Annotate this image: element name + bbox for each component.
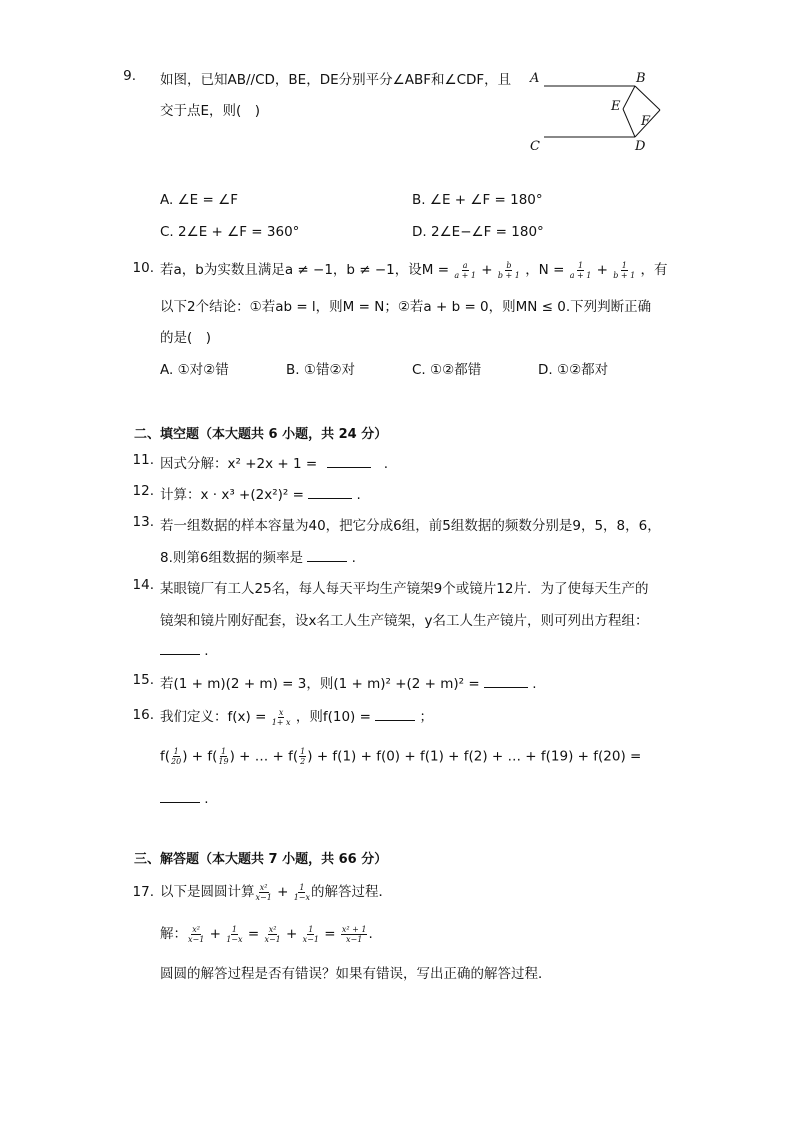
figure-label-D: D [635, 139, 646, 154]
question-text-part: 我们定义：f(x) = [160, 709, 267, 725]
question-number: 9. [123, 68, 136, 84]
option-a: A. ①对②错 [160, 362, 229, 378]
equals-sign: = [324, 926, 336, 942]
fraction [188, 925, 204, 944]
fraction-numerator: a [462, 260, 468, 270]
figure-label-A: A [530, 71, 540, 86]
plus-sign: + [277, 884, 289, 900]
plus-sign: + [286, 926, 298, 942]
period: . [351, 550, 356, 566]
plus-sign: + [209, 926, 221, 942]
fraction-numerator: x² + 1 [341, 924, 367, 934]
fraction-numerator: 1 [577, 260, 584, 270]
period: . [204, 791, 209, 807]
expression-part: f( [160, 748, 171, 765]
option-b: B. ①错②对 [286, 362, 356, 378]
answer-blank[interactable] [160, 788, 200, 803]
fraction [272, 708, 291, 727]
question-text [160, 452, 388, 472]
answer-line [160, 640, 209, 659]
option-a: A. ∠E = ∠F [160, 192, 238, 208]
answer-line [160, 788, 209, 807]
figure-label-B: B [636, 71, 646, 86]
question-text-part: ，N = [525, 262, 565, 278]
section-heading: 三、解答题（本大题共 7 小题，共 66 分） [134, 852, 388, 867]
fraction [256, 883, 272, 902]
question-number: 14. [132, 577, 154, 593]
expression-part: ) + f(1) + f(0) + f(1) + f(2) + … + f(19) + f(20) = [307, 748, 642, 765]
answer-blank[interactable] [307, 547, 347, 562]
period: . [356, 487, 361, 503]
question-number: 11. [132, 452, 154, 468]
fraction [226, 925, 242, 944]
question-text-part: 8.则第6组数据的频率是 [160, 550, 303, 566]
fraction-numerator: x² [259, 882, 268, 892]
period: . [368, 926, 373, 942]
period: . [532, 676, 537, 692]
fraction [498, 261, 520, 280]
figure-label-F: F [641, 114, 651, 129]
question-text-part: 若a，b为实数且满足a ≠ −1，b ≠ −1，设M = [160, 262, 450, 278]
question-text: 的是( ) [160, 330, 212, 346]
question-text-part: 的解答过程． [311, 884, 393, 900]
question-text [160, 483, 361, 503]
fraction-numerator: 1 [308, 924, 314, 934]
solution-label: 解： [160, 926, 187, 942]
question-number: 16. [132, 707, 154, 723]
fraction-denominator: x−1 [188, 934, 205, 944]
fraction-denominator: 2 [300, 757, 306, 766]
question-text: 若一组数据的样本容量为40，把它分成6组，前5组数据的频数分别是9，5，8，6， [160, 518, 661, 534]
question-text [160, 880, 392, 902]
fraction-numerator: b [506, 260, 512, 270]
fraction-numerator: 1 [173, 747, 179, 756]
fraction-denominator: 1+ x [271, 717, 291, 727]
expression-part: ) + f( [182, 748, 218, 765]
fraction-denominator: 20 [171, 757, 182, 766]
question-text [160, 258, 668, 280]
fraction-denominator: x−1 [255, 892, 272, 902]
question-text-part: 计算：x · x³ +(2x²)² = [160, 487, 304, 503]
question-number: 10. [132, 260, 154, 276]
question-text-part: 以下是圆圆计算 [160, 884, 255, 900]
period: . [204, 643, 209, 659]
fraction-numerator: 1 [220, 747, 227, 756]
question-number: 13. [132, 514, 154, 530]
fraction-numerator: 1 [231, 924, 237, 934]
question-number: 17. [132, 884, 154, 900]
fraction-numerator: x [278, 707, 284, 717]
plus-sign: + [481, 262, 493, 278]
section-heading: 二、填空题（本大题共 6 小题，共 24 分） [134, 427, 388, 442]
question-text: 交于点E，则( ) [160, 103, 261, 119]
question-text-part: ，有 [640, 262, 668, 278]
fraction-denominator: x−1 [264, 934, 281, 944]
fraction [171, 747, 181, 766]
answer-blank[interactable] [308, 484, 352, 499]
question-text-part: 因式分解：x² +2x + 1 = [160, 456, 318, 472]
question-text: 某眼镜厂有工人25名，每人每天平均生产镜架9个或镜片12片．为了使每天生产的 [160, 581, 649, 597]
answer-blank[interactable] [327, 453, 371, 468]
fraction-numerator: 1 [299, 882, 305, 892]
expression-part: ) + … + f( [229, 748, 299, 765]
fraction-denominator: b + 1 [497, 270, 520, 280]
answer-blank[interactable] [375, 706, 415, 721]
fraction-denominator: x−1 [302, 934, 319, 944]
option-d: D. ①②都对 [538, 362, 609, 378]
fraction-denominator: a + 1 [569, 270, 592, 280]
geometry-figure [524, 66, 664, 156]
fraction-numerator: 1 [300, 747, 306, 756]
question-number: 12. [132, 483, 154, 499]
question-text [160, 546, 356, 566]
plus-sign: + [596, 262, 608, 278]
answer-blank[interactable] [160, 640, 200, 655]
figure-label-C: C [530, 139, 540, 154]
fraction [303, 925, 319, 944]
question-text-part: 若(1 + m)(2 + m) = 3，则(1 + m)² +(2 + m)² = [160, 676, 480, 692]
fraction [341, 925, 368, 944]
solution-line [160, 922, 373, 944]
question-number: 15. [132, 672, 154, 688]
semicolon: ； [419, 709, 434, 725]
fraction [218, 747, 228, 766]
figure-label-E: E [611, 99, 621, 114]
fraction-denominator: 19 [218, 757, 229, 766]
question-text-part: ，则f(10) = [295, 709, 371, 725]
question-text [160, 747, 641, 766]
option-c: C. ①②都错 [412, 362, 482, 378]
fraction [299, 747, 306, 766]
fraction-denominator: a + 1 [454, 270, 476, 280]
fraction [264, 925, 280, 944]
fraction [294, 883, 310, 902]
fraction [613, 261, 635, 280]
fraction [454, 261, 476, 280]
question-text: 镜架和镜片刚好配套，设x名工人生产镜架，y名工人生产镜片，则可列出方程组： [160, 613, 649, 629]
equals-sign: = [247, 926, 260, 942]
fraction-denominator: 1−x [293, 892, 311, 902]
question-text [160, 672, 537, 692]
period: . [383, 456, 389, 472]
fraction-denominator: b + 1 [613, 270, 636, 280]
fraction-denominator: 1−x [226, 934, 243, 944]
fraction-denominator: x−1 [346, 934, 363, 944]
fraction [570, 261, 592, 280]
question-text: 如图，已知AB//CD，BE，DE分别平分∠ABF和∠CDF，且 [160, 72, 512, 88]
fraction-numerator: x² [268, 924, 277, 934]
fraction-numerator: 1 [621, 260, 627, 270]
option-c: C. 2∠E + ∠F = 360° [160, 224, 300, 240]
answer-blank[interactable] [484, 673, 528, 688]
question-text [160, 705, 433, 727]
fraction-numerator: x² [192, 924, 201, 934]
option-d: D. 2∠E−∠F = 180° [412, 224, 544, 240]
question-text: 以下2个结论：①若ab = l，则M = N；②若a + b = 0，则MN ≤ 0.下列判断正确 [160, 299, 652, 315]
option-b: B. ∠E + ∠F = 180° [412, 192, 543, 208]
question-text: 圆圆的解答过程是否有错误？如果有错误，写出正确的解答过程． [160, 966, 552, 982]
